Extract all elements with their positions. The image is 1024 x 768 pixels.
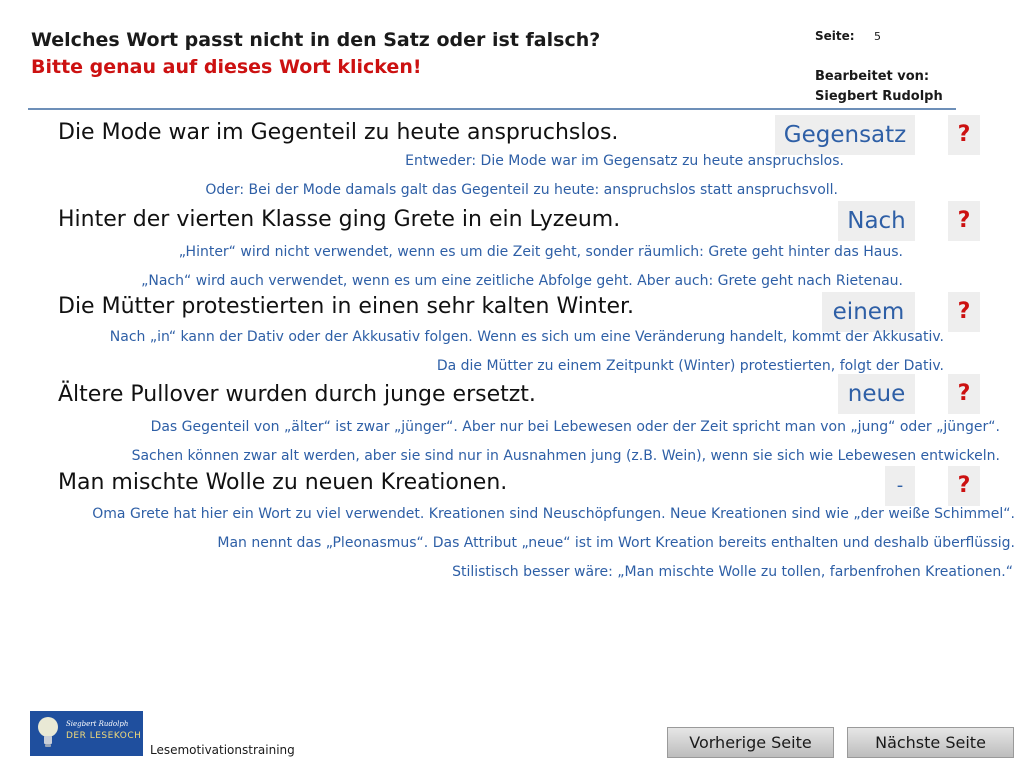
explanation-3b: Da die Mütter zu einem Zeitpunkt (Winter) protestierten, folgt der Dativ. [436, 358, 944, 374]
editor-name: Siegbert Rudolph [815, 89, 943, 104]
answer-box-5[interactable]: - [885, 466, 915, 506]
question-title: Welches Wort passt nicht in den Satz oder ist falsch? [31, 29, 601, 51]
sentence-3[interactable]: Die Mütter protestierten in einen sehr kalten Winter. [58, 294, 634, 319]
instruction-text: Bitte genau auf dieses Wort klicken! [31, 56, 422, 78]
footer-course-label: Lesemotivationstraining [150, 743, 295, 757]
sentence-2[interactable]: Hinter der vierten Klasse ging Grete in ein Lyzeum. [58, 207, 621, 232]
edited-by-label: Bearbeitet von: [815, 69, 930, 84]
help-button-1[interactable]: ? [948, 115, 980, 155]
header-divider [28, 108, 956, 110]
explanation-5c: Stilistisch besser wäre: „Man mischte Wolle zu tollen, farbenfrohen Kreationen.“ [452, 564, 1013, 580]
explanation-5b: Man nennt das „Pleonasmus“. Das Attribut „neue“ ist im Wort Kreation bereits enthalten und deshalb überflüssig. [217, 535, 1015, 551]
answer-box-2[interactable]: Nach [838, 201, 915, 241]
help-button-3[interactable]: ? [948, 292, 980, 332]
previous-page-button[interactable]: Vorherige Seite [667, 727, 834, 758]
sentence-1[interactable]: Die Mode war im Gegenteil zu heute anspruchslos. [58, 120, 619, 145]
explanation-1b: Oder: Bei der Mode damals galt das Gegenteil zu heute: anspruchslos statt anspruchsvoll. [205, 182, 838, 198]
help-button-2[interactable]: ? [948, 201, 980, 241]
next-page-button[interactable]: Nächste Seite [847, 727, 1014, 758]
answer-box-4[interactable]: neue [838, 374, 915, 414]
lightbulb-icon [35, 715, 61, 751]
lesekoch-logo [30, 711, 143, 756]
logo-brand: DER LESEKOCH [66, 731, 142, 741]
explanation-5a: Oma Grete hat hier ein Wort zu viel verwendet. Kreationen sind Neuschöpfungen. Neue Kreationen sind wie „der weiße Schimmel“. [92, 506, 1015, 522]
help-button-5[interactable]: ? [948, 466, 980, 506]
page-label: Seite: [815, 29, 855, 43]
explanation-3a: Nach „in“ kann der Dativ oder der Akkusativ folgen. Wenn es sich um eine Veränderung handelt, kommt der Akkusativ. [109, 329, 944, 345]
page-number: 5 [874, 30, 881, 43]
answer-box-1[interactable]: Gegensatz [775, 115, 915, 155]
explanation-4b: Sachen können zwar alt werden, aber sie sind nur in Ausnahmen jung (z.B. Wein), wenn sie sich wie Lebewesen entwickeln. [131, 448, 1000, 464]
explanation-1a: Entweder: Die Mode war im Gegensatz zu heute anspruchslos. [405, 153, 844, 169]
explanation-2b: „Nach“ wird auch verwendet, wenn es um eine zeitliche Abfolge geht. Aber auch: Grete geht nach Rietenau. [141, 273, 903, 289]
sentence-4[interactable]: Ältere Pullover wurden durch junge ersetzt. [58, 382, 536, 407]
answer-box-3[interactable]: einem [822, 292, 915, 332]
logo-author: Siegbert Rudolph [66, 720, 129, 728]
explanation-2a: „Hinter“ wird nicht verwendet, wenn es um die Zeit geht, sonder räumlich: Grete geht hinter das Haus. [178, 244, 903, 260]
edited-by [815, 67, 943, 107]
sentence-5[interactable]: Man mischte Wolle zu neuen Kreationen. [58, 470, 508, 495]
explanation-4a: Das Gegenteil von „älter“ ist zwar „jünger“. Aber nur bei Lebewesen oder der Zeit spricht man von „jung“ oder „jünger“. [150, 419, 1000, 435]
help-button-4[interactable]: ? [948, 374, 980, 414]
